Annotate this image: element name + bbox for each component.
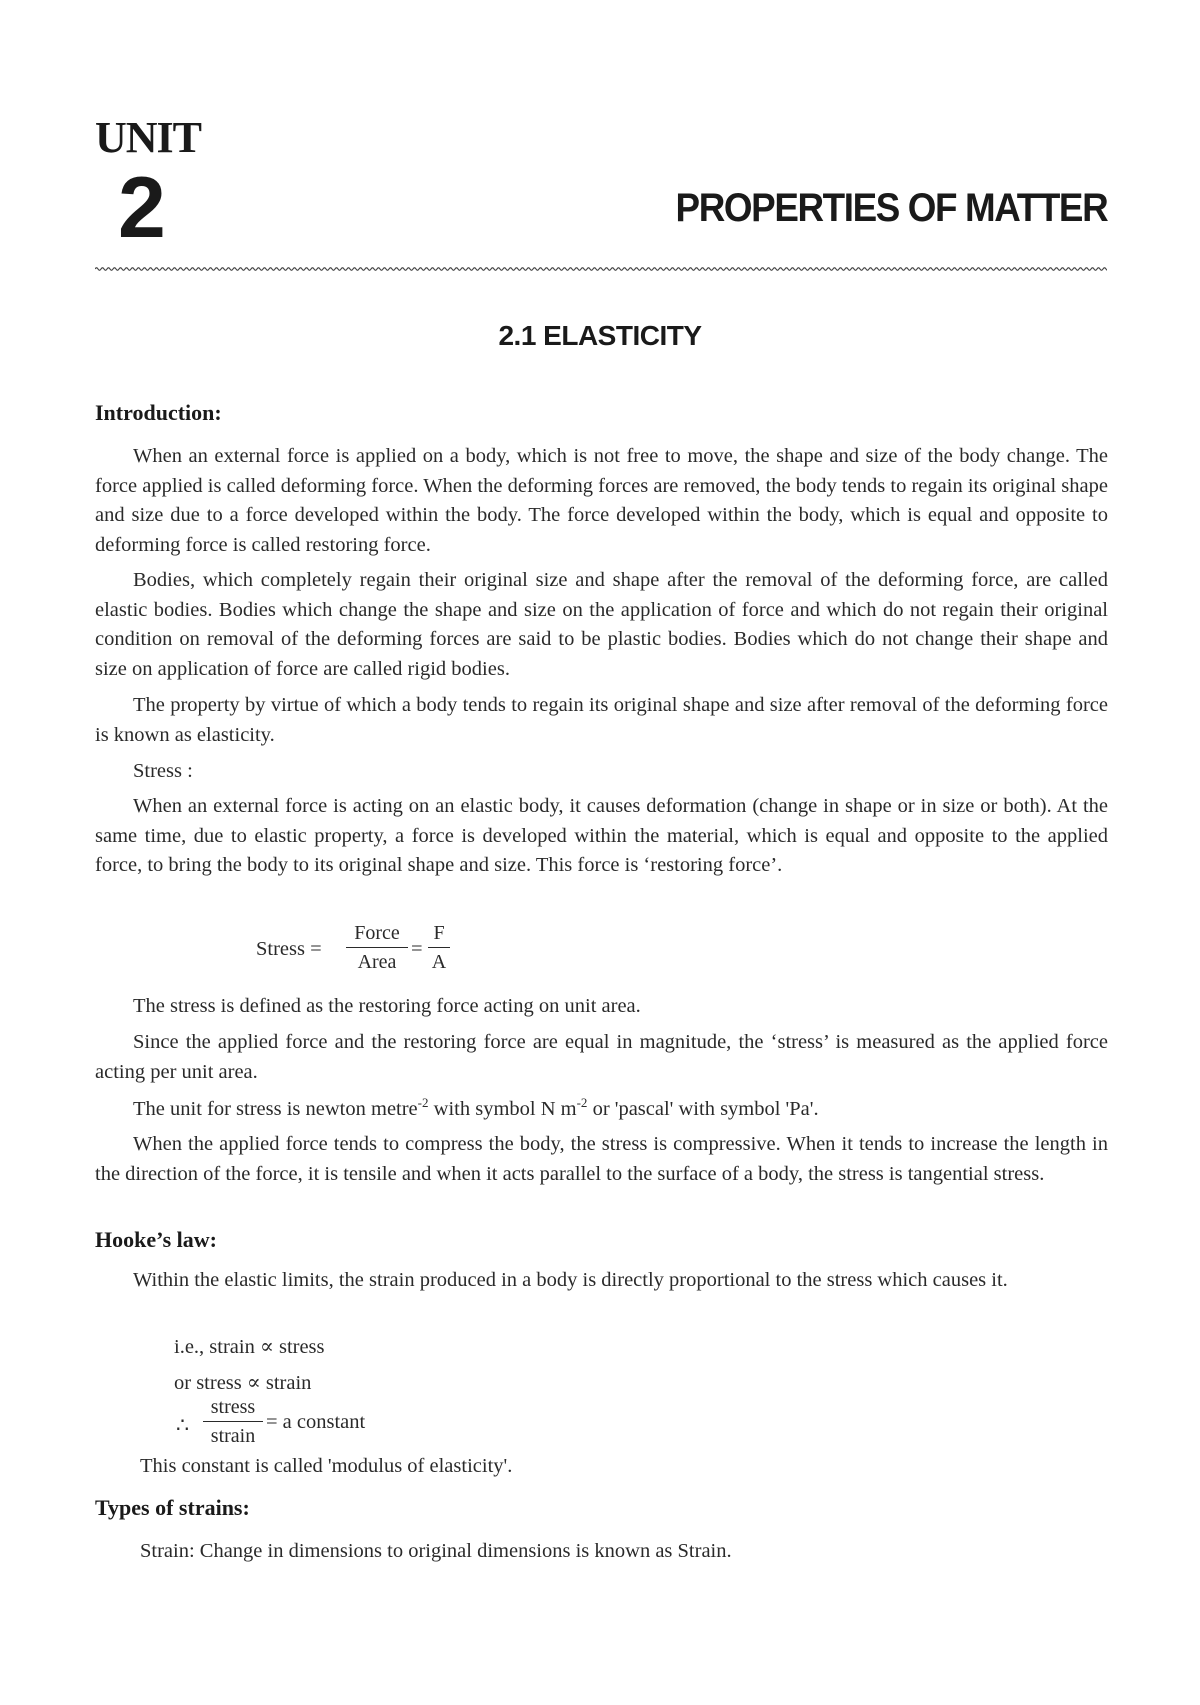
section-title: 2.1 ELASTICITY (498, 320, 702, 351)
paragraph-elasticity-definition: The property by virtue of which a body tends to regain its original shape and size after removal of the deforming force is known as elasticity. (95, 694, 1108, 746)
unit-text-b: with symbol N m (428, 1098, 577, 1120)
stress-unit-line (133, 1095, 819, 1125)
formula-equals: = (411, 938, 423, 960)
fraction-numerator: F (433, 922, 445, 944)
paragraph-stress-types: When the applied force tends to compress the body, the stress is compressive. When it tends to increase the length in the direction of the force, it is tensile and when it acts parallel to the surface of a body, the stress is tangential stress. (95, 1133, 1108, 1185)
strain-definition: Strain: Change in dimensions to original dimensions is known as Strain. (140, 1540, 732, 1562)
paragraph-stress-definition: The stress is defined as the restoring force acting on unit area. (133, 995, 641, 1017)
paragraph-deforming-force: When an external force is applied on a body, which is not free to move, the shape and size of the body change. The force applied is called deforming force. When the deforming forces are removed, the body tends to regain its original shape and size due to a force developed within the body. The force developed within the body, which is equal and opposite to deforming force is called restoring force. (95, 445, 1108, 556)
fraction-denominator: A (431, 951, 447, 973)
introduction-heading: Introduction: (95, 400, 222, 425)
fraction-bar (203, 1421, 263, 1422)
unit-text-a: The unit for stress is newton metre (133, 1098, 418, 1120)
unit-sup-2: -2 (576, 1095, 588, 1111)
proportionality-line-1: i.e., strain ∝ stress (174, 1336, 325, 1358)
stress-label: Stress : (133, 760, 193, 782)
unit-sup-1: -2 (417, 1095, 429, 1111)
paragraph-hookes-law: Within the elastic limits, the strain produced in a body is directly proportional to the stress which causes it. (133, 1269, 1008, 1291)
fraction-bar (346, 947, 408, 948)
paragraph-stress-measure: Since the applied force and the restoring force are equal in magnitude, the ‘stress’ is measured as the applied force acting per unit area. (95, 1031, 1108, 1083)
fraction-force-over-area (346, 920, 408, 975)
hookes-law-heading: Hooke’s law: (95, 1227, 218, 1252)
fraction-bar (428, 947, 450, 948)
therefore-symbol: ∴ (176, 1415, 190, 1437)
paragraph-restoring-force: When an external force is acting on an elastic body, it causes deformation (change in shape or in size or both). At the same time, due to elastic property, a force is developed within the material, which is equal and opposite to the applied force, to bring the body to its original shape and size. This force is ‘restoring force’. (95, 795, 1108, 876)
fraction-denominator: Area (357, 951, 397, 973)
wavy-divider (95, 265, 1107, 273)
unit-label: UNIT (95, 113, 202, 162)
fraction-denominator: strain (210, 1425, 256, 1447)
proportionality-line-2: or stress ∝ strain (174, 1372, 312, 1394)
fraction-f-over-a (428, 920, 450, 975)
fraction-numerator: Force (354, 922, 400, 944)
paragraph-elastic-bodies: Bodies, which completely regain their original size and shape after the removal of the deforming force, are called elastic bodies. Bodies which change the shape and size on the application of force and which do not regain their original condition on removal of the deforming forces are said to be plastic bodies. Bodies which do not change their shape and size on application of force are called rigid bodies. (95, 569, 1108, 680)
unit-text-c: or 'pascal' with symbol 'Pa'. (587, 1098, 819, 1120)
unit-number: 2 (118, 160, 166, 256)
ratio-rhs: = a constant (266, 1411, 366, 1433)
modulus-line: This constant is called 'modulus of elasticity'. (140, 1455, 513, 1477)
fraction-numerator: stress (210, 1396, 256, 1418)
chapter-title: PROPERTIES OF MATTER (675, 186, 1107, 230)
fraction-stress-over-strain (203, 1394, 263, 1449)
formula-lhs: Stress = (256, 938, 322, 960)
types-of-strains-heading: Types of strains: (95, 1495, 250, 1520)
